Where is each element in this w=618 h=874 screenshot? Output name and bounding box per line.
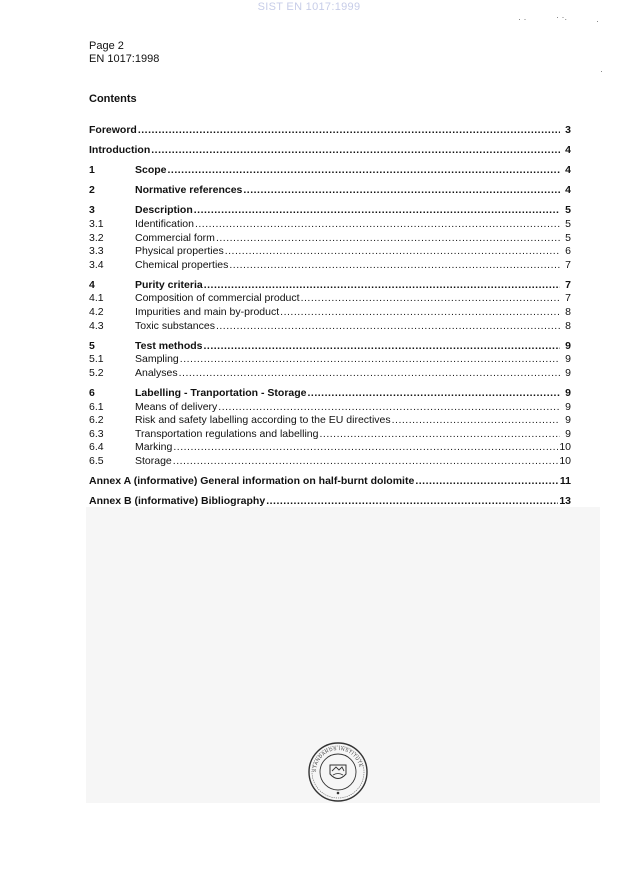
toc-entry-title: Storage — [135, 454, 172, 467]
toc-entry-title: Physical properties — [135, 245, 224, 258]
toc-dot-leader — [203, 340, 560, 352]
toc-entry-title: Composition of commercial product — [135, 292, 300, 305]
toc-entry[interactable] — [89, 401, 571, 415]
toc-dot-leader — [216, 232, 560, 244]
toc-entry-page: 11 — [559, 475, 571, 488]
toc-entry[interactable] — [89, 306, 571, 320]
toc-entry-number: 5 — [89, 339, 95, 352]
toc-entry-number: 1 — [89, 164, 95, 177]
official-seal-icon — [306, 741, 370, 803]
toc-entry-number: 5.1 — [89, 353, 104, 366]
toc-entry-title: Marking — [135, 441, 173, 454]
standard-number: EN 1017:1998 — [89, 53, 160, 65]
scan-speck: · ·. — [556, 12, 567, 22]
toc-entry-page: 10 — [559, 441, 571, 454]
contents-heading: Contents — [89, 93, 137, 105]
toc-entry-page: 9 — [565, 414, 571, 427]
toc-entry[interactable] — [89, 164, 571, 178]
toc-entry-number: 6 — [89, 387, 95, 399]
page-number: Page 2 — [89, 40, 124, 52]
toc-entry-number: 6.3 — [89, 427, 104, 440]
toc-entry-number: 3.2 — [89, 231, 104, 244]
toc-dot-leader — [180, 353, 560, 365]
toc-dot-leader — [194, 204, 560, 216]
toc-entry[interactable] — [89, 259, 571, 273]
toc-entry-number: 6.2 — [89, 414, 104, 427]
toc-entry-page: 6 — [565, 245, 571, 258]
toc-entry[interactable] — [89, 387, 571, 401]
toc-entry-title: Chemical properties — [135, 258, 229, 271]
toc-entry-page: 4 — [565, 144, 571, 157]
toc-entry-page: 13 — [559, 495, 571, 508]
toc-dot-leader — [179, 367, 560, 379]
toc-entry-page: 3 — [565, 124, 571, 136]
toc-entry-number: 3 — [89, 204, 95, 217]
toc-entry-page: 10 — [559, 454, 571, 467]
toc-entry[interactable] — [89, 232, 571, 246]
toc-entry-title: Labelling - Tranportation - Storage — [135, 387, 307, 399]
toc-entry-title: Normative references — [135, 184, 243, 197]
toc-dot-leader — [195, 218, 560, 230]
toc-dot-leader — [308, 387, 560, 399]
toc-entry-title: Purity criteria — [135, 278, 203, 291]
toc-entry-number: 3.3 — [89, 245, 104, 258]
table-of-contents — [89, 124, 571, 509]
toc-entry[interactable] — [89, 441, 571, 455]
toc-entry[interactable] — [89, 428, 571, 442]
toc-entry-page: 7 — [565, 278, 571, 291]
toc-entry[interactable] — [89, 292, 571, 306]
toc-entry-number: 6.5 — [89, 454, 104, 467]
toc-entry-number: 5.2 — [89, 366, 104, 379]
toc-dot-leader — [138, 124, 560, 136]
toc-entry-title: Identification — [135, 217, 194, 230]
toc-entry-page: 5 — [565, 204, 571, 217]
watermark-text: SIST EN 1017:1999 — [257, 1, 361, 13]
toc-entry-page: 8 — [565, 306, 571, 319]
toc-entry-title: Toxic substances — [135, 319, 215, 332]
toc-dot-leader — [173, 455, 559, 467]
toc-entry-number: 6.4 — [89, 441, 104, 454]
page-header — [89, 40, 159, 66]
toc-entry[interactable] — [89, 475, 571, 489]
toc-entry-page: 9 — [565, 387, 571, 399]
toc-entry-number: 2 — [89, 184, 95, 197]
toc-entry-page: 5 — [565, 231, 571, 244]
toc-entry-number: 4.1 — [89, 292, 104, 305]
toc-dot-leader — [266, 495, 558, 507]
toc-dot-leader — [225, 245, 560, 257]
toc-entry-title: Annex B (informative) Bibliography — [89, 495, 266, 508]
toc-entry-page: 9 — [565, 427, 571, 440]
scan-speck: · — [600, 66, 603, 76]
toc-dot-leader — [218, 401, 560, 413]
toc-entry-number: 4.3 — [89, 319, 104, 332]
toc-dot-leader — [243, 184, 560, 196]
toc-entry[interactable] — [89, 218, 571, 232]
seal-text: STANDARDS INSTITUTE — [311, 745, 364, 773]
toc-entry-page: 8 — [565, 319, 571, 332]
toc-entry-number: 3.4 — [89, 258, 104, 271]
toc-dot-leader — [151, 144, 560, 156]
toc-entry-title: Description — [135, 204, 193, 217]
toc-dot-leader — [168, 164, 560, 176]
toc-entry-page: 4 — [565, 184, 571, 197]
toc-dot-leader — [216, 320, 560, 332]
toc-dot-leader — [204, 279, 560, 291]
toc-entry[interactable] — [89, 495, 571, 509]
toc-dot-leader — [415, 475, 559, 487]
toc-entry-title: Foreword — [89, 124, 137, 136]
toc-entry-title: Sampling — [135, 353, 179, 366]
toc-entry-number: 4.2 — [89, 306, 104, 319]
toc-entry-page: 9 — [565, 400, 571, 413]
toc-entry-title: Transportation regulations and labelling — [135, 427, 319, 440]
toc-entry-page: 7 — [565, 258, 571, 271]
toc-entry-page: 7 — [565, 292, 571, 305]
toc-entry[interactable] — [89, 279, 571, 293]
toc-dot-leader — [301, 292, 560, 304]
toc-entry-page: 5 — [565, 217, 571, 230]
toc-dot-leader — [280, 306, 560, 318]
toc-dot-leader — [392, 414, 560, 426]
toc-entry-page: 9 — [565, 366, 571, 379]
toc-entry-number: 3.1 — [89, 217, 104, 230]
toc-entry[interactable] — [89, 320, 571, 334]
toc-dot-leader — [319, 428, 560, 440]
toc-entry[interactable] — [89, 353, 571, 367]
toc-entry-page: 9 — [565, 339, 571, 352]
toc-entry-title: Introduction — [89, 144, 151, 157]
toc-entry-title: Impurities and main by-product — [135, 306, 280, 319]
toc-dot-leader — [173, 441, 558, 453]
toc-entry-title: Commercial form — [135, 231, 215, 244]
toc-entry[interactable] — [89, 184, 571, 198]
toc-entry[interactable] — [89, 414, 571, 428]
toc-entry[interactable] — [89, 367, 571, 381]
toc-entry-number: 6.1 — [89, 400, 104, 413]
toc-entry[interactable] — [89, 340, 571, 354]
toc-entry-page: 4 — [565, 164, 571, 177]
toc-entry-title: Risk and safety labelling according to the EU directives — [135, 414, 391, 427]
toc-entry-title: Test methods — [135, 339, 203, 352]
toc-entry[interactable] — [89, 144, 571, 158]
toc-entry-title: Analyses — [135, 366, 178, 379]
toc-entry[interactable] — [89, 455, 571, 469]
toc-entry-title: Means of delivery — [135, 400, 218, 413]
toc-entry-title: Scope — [135, 164, 167, 177]
toc-entry-page: 9 — [565, 353, 571, 366]
toc-dot-leader — [229, 259, 560, 271]
scan-speck: · · — [518, 14, 527, 24]
toc-entry[interactable] — [89, 245, 571, 259]
toc-entry-title: Annex A (informative) General information on half-burnt dolomite — [89, 475, 415, 488]
toc-entry[interactable] — [89, 204, 571, 218]
toc-entry-number: 4 — [89, 278, 95, 291]
scan-speck: · — [596, 16, 599, 26]
toc-entry[interactable] — [89, 124, 571, 138]
